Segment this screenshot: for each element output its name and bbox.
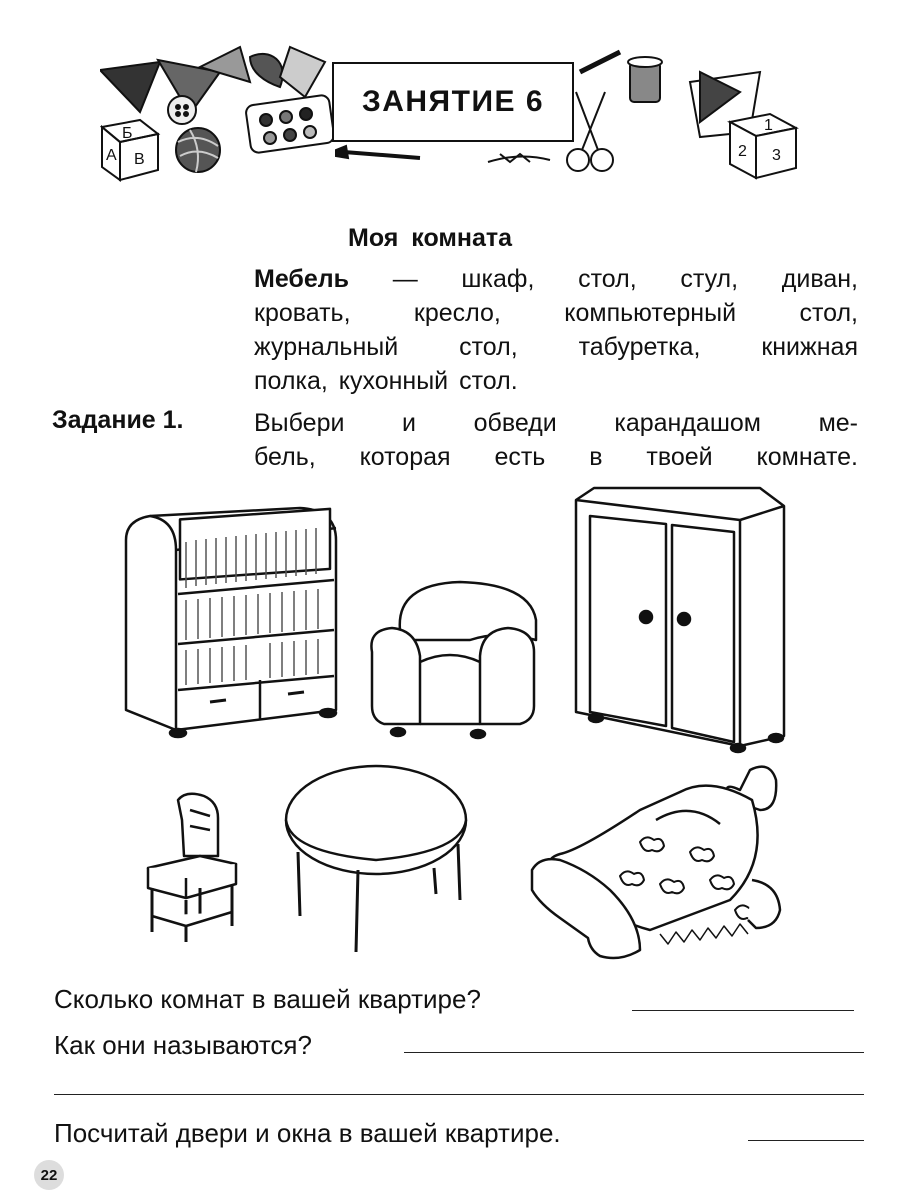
task-line-1: Выбери и обведи карандашом ме- xyxy=(254,409,858,437)
page-number-text: 22 xyxy=(40,1166,58,1184)
vocab-line-3: журнальный стол, табуретка, книжная xyxy=(254,333,858,361)
answer-line-2[interactable] xyxy=(404,1052,864,1053)
cube-number-left: 2 xyxy=(738,143,747,160)
round-table-icon[interactable] xyxy=(286,766,466,952)
cube-number-top: 1 xyxy=(764,117,773,134)
question-doors-windows: Посчитай двери и окна в вашей квартире. xyxy=(54,1118,561,1148)
chair-icon[interactable] xyxy=(148,794,236,942)
furniture-illustrations xyxy=(0,480,900,980)
page-number xyxy=(34,1160,64,1190)
answer-line-4[interactable] xyxy=(748,1140,864,1141)
vocab-line-2: кровать, кресло, компьютерный стол, xyxy=(254,299,858,327)
cube-letter-top: Б xyxy=(122,125,133,142)
vocab-term: Мебель xyxy=(254,265,349,293)
vocabulary-block xyxy=(254,262,858,398)
cube-number-right: 3 xyxy=(772,147,781,164)
task-instruction xyxy=(254,406,858,474)
answer-line-3[interactable] xyxy=(54,1094,864,1095)
lesson-title-box xyxy=(332,62,574,142)
vocab-text-1: — шкаф, стол, стул, диван, xyxy=(392,265,858,293)
cube-letter-left: А xyxy=(106,147,117,164)
lesson-banner xyxy=(100,42,800,182)
task-line-2: бель, которая есть в твоей комнате. xyxy=(254,443,858,471)
cube-letter-right: В xyxy=(134,151,145,168)
wardrobe-icon[interactable] xyxy=(576,488,784,752)
vocab-line-4: полка, кухонный стол. xyxy=(254,367,518,395)
bed-icon[interactable] xyxy=(532,767,780,958)
task-label: Задание 1. xyxy=(52,406,184,434)
question-room-names: Как они называются? xyxy=(54,1030,312,1060)
question-rooms-count: Сколько комнат в вашей квартире? xyxy=(54,984,481,1014)
bookshelf-icon[interactable] xyxy=(126,508,336,737)
vocab-line-1 xyxy=(254,262,858,296)
answer-line-1[interactable] xyxy=(632,1010,854,1011)
section-heading: Моя комната xyxy=(348,224,513,252)
lesson-title: ЗАНЯТИЕ 6 xyxy=(361,85,545,118)
armchair-icon[interactable] xyxy=(371,582,536,738)
